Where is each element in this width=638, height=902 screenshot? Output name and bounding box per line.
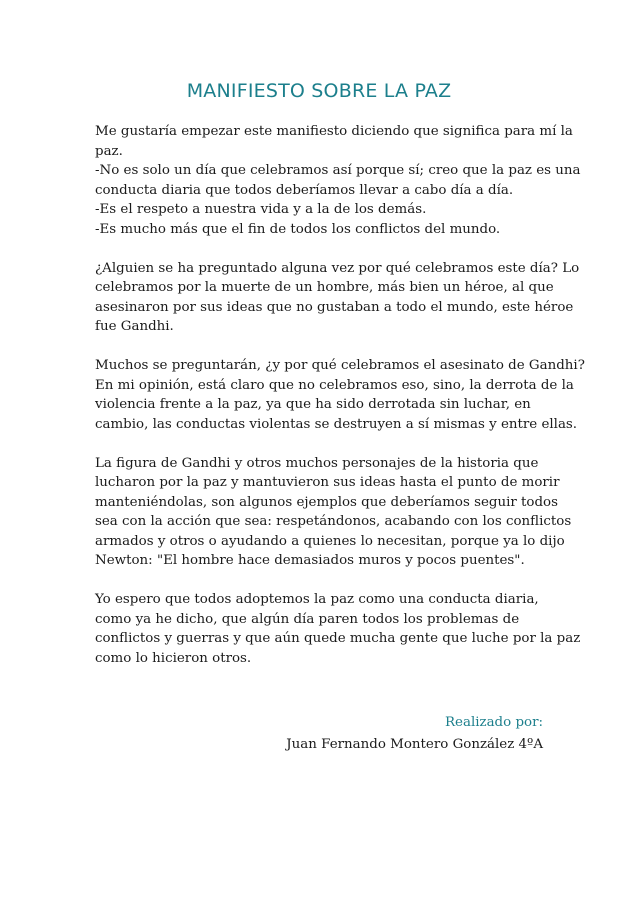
text-line: Muchos se preguntarán, ¿y por qué celebramos el asesinato de Gandhi? (95, 358, 585, 373)
paragraph-5 (95, 590, 581, 668)
text-line: manteniéndolas, son algunos ejemplos que deberíamos seguir todos (95, 494, 558, 510)
text-line: sea con la acción que sea: respetándonos, acabando con los conflictos (95, 514, 572, 529)
text-line: violencia frente a la paz, ya que ha sido derrotada sin luchar, en (95, 397, 531, 412)
text-line: conducta diaria que todos deberíamos llevar a cabo día a día. (95, 182, 514, 198)
text-line: Newton: "El hombre hace demasiados muros y pocos puentes". (95, 553, 525, 568)
text-line: armados y otros o ayudando a quienes lo necesitan, porque ya lo dijo (95, 533, 565, 549)
text-line: En mi opinión, está claro que no celebramos eso, sino, la derrota de la (95, 377, 574, 393)
paragraph-1 (95, 122, 581, 239)
text-line: paz. (95, 143, 123, 159)
text-line: asesinaron por sus ideas que no gustaban a todo el mundo, este héroe (95, 299, 574, 315)
signature-block (286, 712, 543, 756)
text-line: celebramos por la muerte de un hombre, más bien un héroe, al que (95, 280, 554, 295)
paragraph-2 (95, 259, 580, 337)
text-line: -Es mucho más que el fin de todos los conflictos del mundo. (95, 221, 501, 237)
author-name: Juan Fernando Montero González 4ºA (286, 737, 543, 752)
text-line: -Es el respeto a nuestra vida y a la de los demás. (95, 202, 427, 217)
document-title: MANIFIESTO SOBRE LA PAZ (186, 80, 452, 102)
signature-label: Realizado por: (444, 715, 543, 730)
paragraph-4 (95, 454, 572, 571)
paragraph-3 (95, 356, 585, 434)
document-body (95, 122, 585, 688)
text-line: cambio, las conductas violentas se destruyen a sí mismas y entre ellas. (95, 416, 578, 432)
text-line: como ya he dicho, que algún día paren todos los problemas de (95, 611, 520, 627)
text-line: Me gustaría empezar este manifiesto diciendo que significa para mí la (95, 124, 573, 139)
text-line: fue Gandhi. (95, 319, 174, 334)
text-line: -No es solo un día que celebramos así porque sí; creo que la paz es una (95, 163, 581, 178)
text-line: conflictos y guerras y que aún quede mucha gente que luche por la paz (95, 631, 581, 646)
text-line: lucharon por la paz y mantuvieron sus ideas hasta el punto de morir (95, 475, 560, 490)
text-line: como lo hicieron otros. (95, 650, 252, 666)
text-line: ¿Alguien se ha preguntado alguna vez por qué celebramos este día? Lo (95, 260, 580, 276)
text-line: Yo espero que todos adoptemos la paz como una conducta diaria, (95, 592, 539, 607)
text-line: La figura de Gandhi y otros muchos personajes de la historia que (95, 455, 539, 471)
